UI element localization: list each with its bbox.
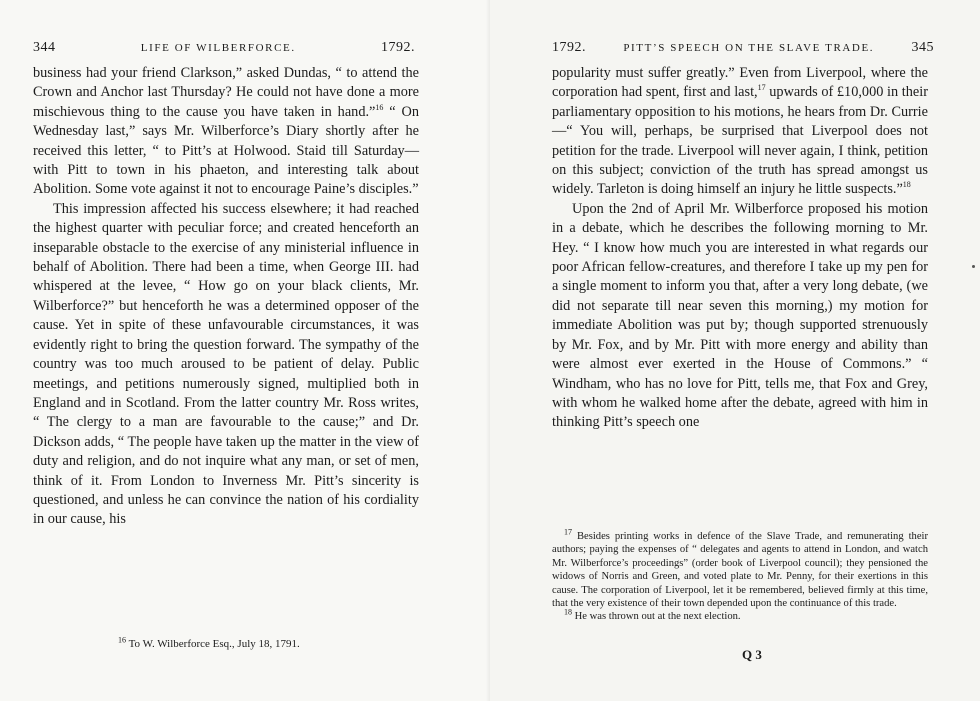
left-paragraph-1: business had your friend Clarkson,” asked Dundas, “ to attend the Crown and Anchor last Thursday? He could not have done a more mischievous thing to the cause you have taken in hand.”$^{16}$ “ On Wednesday last,” says Mr. Wilberforce’s Diary shortly after he received this letter, “ to Pitt’s at Holwood. Staid till Saturday—with Pitt to town in his phaeton, and interesting talk about Abolition. Some vote against it not to encourage Paine’s disciples.” (33, 65, 419, 198)
left-body-text (33, 64, 419, 530)
right-running-title: PITT’S SPEECH ON THE SLAVE TRADE. (623, 42, 875, 54)
left-paragraph-2: This impression affected his success elsewhere; it had reached the highest quarter with peculiar force; and created henceforth an inseparable obstacle to the exercise of any ministerial influence in behalf of Abolition. There had been a time, when George III. had whispered at the levee, “ How go on your black clients, Mr. Wilberforce?” but henceforth he was a determined opposer of the cause. Yet in spite of these unfavourable circumstances, it was evidently right to bring the question forward. The sympathy of the country was too much aroused to be patient of delay. Public meetings, and petitions numerously signed, multiplied both in England and in Scotland. From the latter country Mr. Ross writes, “ The clergy to a man are favourable to the cause;” and Dr. Dickson adds, “ The people have taken up the matter in the view of duty and religion, and do not inquire what any man, or set of men, think of it. From London to Inverness Mr. Pitt’s sincerity is questioned, and unless he can convince the nation of his cordiality in our cause, his (33, 200, 419, 528)
signature-mark: Q 3 (742, 647, 762, 662)
right-page-number: 345 (911, 40, 934, 55)
left-running-header (33, 40, 415, 56)
left-running-title: LIFE OF WILBERFORCE. (140, 42, 296, 54)
footnote-ref-18: 18 (902, 180, 911, 190)
footnote-ref-16: 16 (375, 103, 384, 113)
right-running-header (552, 40, 934, 56)
footnote-18: $^{18}$ He was thrown out at the next election. (564, 607, 741, 623)
left-footnote: $^{16}$ To W. Wilberforce Esq., July 18, 1791. (118, 635, 300, 650)
right-year: 1792. (552, 40, 586, 55)
right-paragraph-1: popularity must suffer greatly.” Even from Liverpool, where the corporation had spent, first and last,$^{17}$ upwards of £10,000 in their parliamentary opposition to his motions, he hears from Dr. Currie—“ You will, perhaps, be surprised that Liverpool does not petition for the trade. Liverpool will never again, I think, petition on this subject; conviction of the truth has spread amongst us widely. Tarleton is doing himself an injury he little suspects.”$^{18}$ (552, 65, 928, 198)
left-year: 1792. (380, 40, 415, 55)
footnote-ref-17: 17 (757, 83, 766, 93)
right-page (490, 0, 980, 701)
right-footnotes (552, 527, 928, 624)
scan-speck (972, 265, 975, 268)
right-paragraph-2: Upon the 2nd of April Mr. Wilberforce proposed his motion in a debate, which he describes the following morning to Mr. Hey. “ I know how much you are interested in what regards our poor African fellow-creatures, and therefore I take up my pen for a single moment to inform you that, after a very long debate, (we did not separate till near seven this morning,) my motion for immediate Abolition was put by; though supported strenuously by Mr. Fox, and by Mr. Pitt with more energy and ability than were almost ever exerted in the House of Commons.” “ Windham, who has no love for Pitt, tells me, that Fox and Grey, with whom he walked home after the debate, agreed with him in thinking Pitt’s speech one (552, 200, 928, 431)
right-body-text (552, 64, 928, 433)
footnote-mark-16: 16 (118, 635, 126, 645)
left-page-number: 344 (33, 40, 56, 55)
footnote-17: $^{17}$ Besides printing works in defence of the Slave Trade, and remunerating their authors; paying the expenses of “ delegates and agents to attend in London, and watch Mr. Wilberforce’s proceedings” (order book of Liverpool council); they pensioned the widows of Norris and Green, and voted plate to Mr. Penny, for their exertions in this cause. The corporation of Liverpool, let it be remembered, believed firmly at this time, that the very existence of their town depended upon the continuance of this trade. (552, 527, 928, 610)
